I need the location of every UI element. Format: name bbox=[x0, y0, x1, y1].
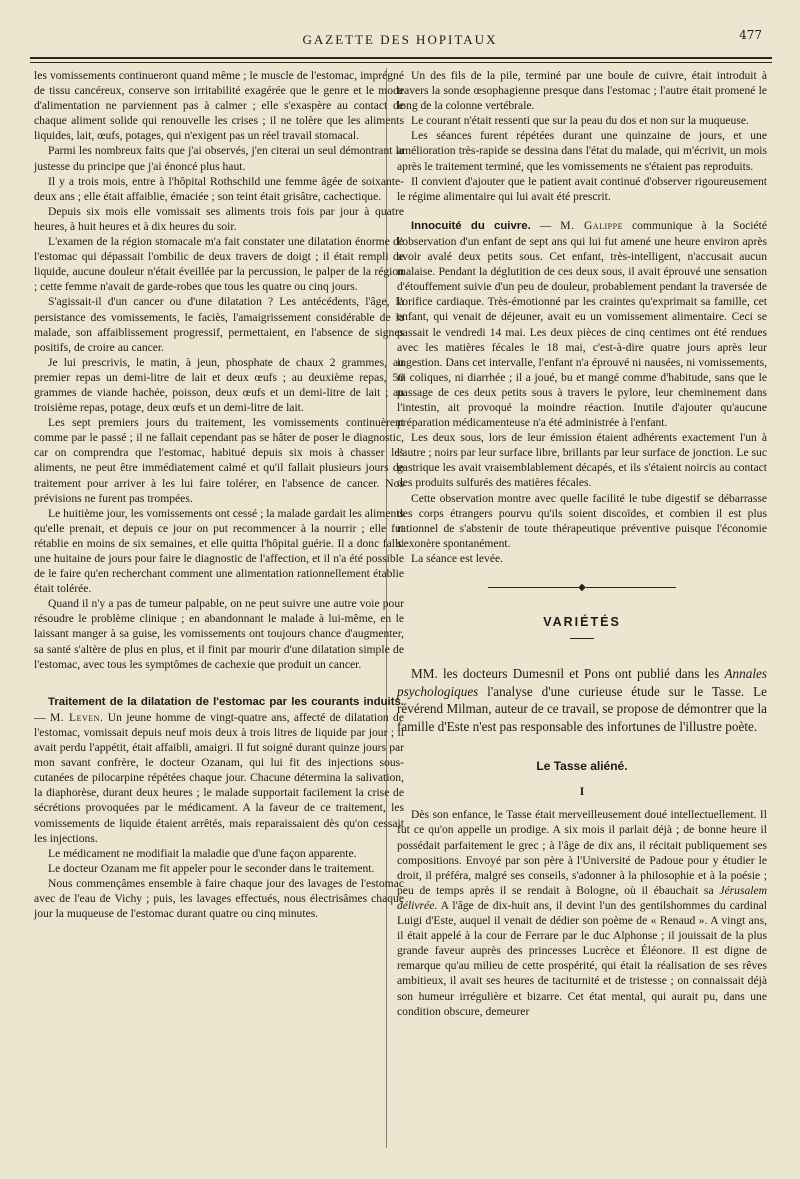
article-subtitle: Le Tasse aliéné. bbox=[536, 759, 628, 774]
paragraph: Il convient d'ajouter que le patient avait continué d'observer rigoureusement le régime alimentaire qui lui avait été prescrit. bbox=[397, 174, 767, 203]
section-title: Innocuité du cuivre. bbox=[411, 219, 531, 232]
section-paragraph bbox=[397, 218, 767, 430]
intro-text: MM. les docteurs Dumesnil et Pons ont publié dans les bbox=[411, 666, 725, 682]
journal-name: Annales psychologiques bbox=[397, 666, 767, 699]
ornament-divider: ◆ bbox=[397, 580, 767, 595]
paragraph: Le docteur Ozanam me fit appeler pour le seconder dans le traitement. bbox=[48, 861, 375, 875]
intro-paragraph bbox=[397, 665, 767, 735]
paragraph: Je lui prescrivis, le matin, à jeun, phosphate de chaux 2 grammes, au premier repas un demi-litre de lait et deux œufs ; au deuxième repas, 50 grammes de viande hachée, poisson, deux œufs et un demi-litre de lait ; au troisième repas, potage, deux œufs et un demi-litre de lait. bbox=[34, 355, 404, 415]
section-author: M. Leven. bbox=[49, 710, 104, 724]
paragraph: Il y a trois mois, entre à l'hôpital Rothschild une femme âgée de soixante-deux ans ; elle était affaiblie, émaciée ; son teint était grisâtre, cachectique. bbox=[34, 174, 404, 203]
paragraph: La séance est levée. bbox=[411, 551, 504, 565]
varietes-heading: VARIÉTÉS bbox=[543, 615, 621, 630]
intro-text: l'analyse d'une curieuse étude sur le Tasse. Le révérend Milman, auteur de ce travail, se propose de démontrer que la famille d'Este n'est pas responsable des infortunes de l'illustre poète. bbox=[397, 683, 767, 734]
chapter-number: I bbox=[579, 784, 585, 799]
paragraph: Un des fils de la pile, terminé par une boule de cuivre, était introduit à travers la sonde œsophagienne presque dans l'estomac ; l'autre était promené le long de la colonne vertébrale. bbox=[397, 69, 767, 113]
paragraph: S'agissait-il d'un cancer ou d'une dilatation ? Les antécédents, l'âge, la persistance des vomissements, le faciès, l'amaigrissement considérable de la malade, son affaiblissement progressif, permettaient, en l'absence de signes positifs, de croire au cancer. bbox=[34, 295, 404, 354]
spacer bbox=[397, 204, 767, 218]
paragraph: Quand il n'y a pas de tumeur palpable, on ne peut suivre une autre voie pour résoudre le problème clinique ; en abandonnant le malade à lui-même, en le laissant manger à sa guise, les vomissements ont toujours chance d'augmenter, sa santé s'altère de plus en plus, et il finit par mourir d'une dilatation simple de l'estomac, avec tous les symptômes de cachexie que produit un cancer. bbox=[34, 597, 404, 671]
paragraph-text: . A l'âge de dix-huit ans, il devint l'un des gentilshommes du cardinal Luigi d'Este, auquel il venait de dédier son poème de « Renaud ». A vingt ans, il était appelé à la cour de Ferrare par le duc Alphonse ; il jouissait de la plus grande faveur auprès des princesses Lucrèce et Éléonore. Il est digne de remarque qu'au milieu de cette prospérité, qui était la réalisation de ses rêves ambitieux, il avait ses heures de taciturnité et de tristesse ; on connaissait déjà son humeur irrégulière et bizarre. Cet état mental, qui aurait pu, dans une condition obscure, demeurer bbox=[397, 898, 767, 1018]
page-number: 477 bbox=[739, 28, 762, 42]
section-paragraph bbox=[34, 694, 404, 846]
header-rule-thick bbox=[30, 57, 772, 59]
paragraph: Depuis six mois elle vomissait ses aliments trois fois par jour à quatre heures, à huit heures et à dix heures du soir. bbox=[34, 204, 404, 233]
section-text: communique à la Société l'observation d'un enfant de sept ans qui lui fut amené une heure environ après avoir avalé deux petits sous. Cet enfant, très-intelligent, n'accusait aucun malaise. Pendant la déglutition de ces deux sous, il avait éprouvé une sensation d'étouffement suivie d'un peu de douleur, probablement pendant la traversée de l'orifice cardiaque. Très-émotionné par les craintes qu'exprimait sa famille, cet enfant, qui venait de déjeuner, avait eu un vomissement alimentaire. Ceci se passait le vendredi 14 mai. Les deux pièces de cinq centimes ont été rendues avec les matières fécales le 18 mai, c'est-à-dire quatre jours après leur ingestion. Dans cet intervalle, l'enfant n'a éprouvé ni nausées, ni vomissements, ni coliques, ni diarrhée ; il a joué, bu et mangé comme d'habitude, sans que le passage de ces deux petits sous à travers le pylore, leur cheminement dans l'intestin, ait provoqué la moindre réaction. Inutile d'ajouter qu'aucune préparation médicamenteuse n'a été administrée à l'enfant. bbox=[397, 218, 768, 430]
short-rule bbox=[570, 638, 594, 639]
spacer bbox=[34, 672, 404, 694]
section-dash: — bbox=[530, 218, 561, 232]
paragraph: Les sept premiers jours du traitement, les vomissements continuèrent comme par le passé ; il ne fallait cependant pas se hâter de poser le diagnostic, car on comprendra que l'estomac, habitué depuis six mois à chasser les aliments, ne peut être immédiatement calmé et qu'il fallait plusieurs jours de traitement pour arriver à les lui faire tolérer, en l'absence de cancer. Nos prévisions ne furent pas trompées. bbox=[34, 416, 404, 505]
paragraph: L'examen de la région stomacale m'a fait constater une dilatation énorme de l'estomac qui dépassait l'ombilic de deux travers de doigt ; il était rempli de liquide, aucune douleur n'était éveillée par la percussion, le palper de la région ; cette femme n'avait de garde-robes que tous les quatre ou cinq jours. bbox=[34, 235, 404, 294]
paragraph: Parmi les nombreux faits que j'ai observés, j'en citerai un seul démontrant la justesse du principe que j'ai énoncé plus haut. bbox=[34, 144, 404, 173]
section-dash: — bbox=[34, 710, 50, 724]
paragraph: Le courant n'était ressenti que sur la peau du dos et non sur la muqueuse. bbox=[411, 114, 749, 128]
section-text: Un jeune homme de vingt-quatre ans, affecté de dilatation de l'estomac, vomissait depuis neuf mois deux à trois litres de liquide par jour ; il avait perdu l'appétit, était affaibli, amaigri. Il fut soigné durant quinze jours par mon savant confrère, le docteur Ozanam, qui lui fit des injections sous-cutanées de pilocarpine répétées chaque jour. Chacune détermina la salivation, la diaphorèse, durant deux heures ; le malade supportait facilement la crise de sécrétions provoquées par le médicament. A la faveur de ce traitement, les vomissements de liquide étaient arrêtés, mais reparaissaient dès qu'on cessait les injections. bbox=[34, 710, 405, 845]
section-title: Traitement de la dilatation de l'estomac par les courants induits. bbox=[48, 695, 404, 708]
journal-title: GAZETTE DES HOPITAUX bbox=[302, 32, 498, 47]
paragraph-text: Dès son enfance, le Tasse était merveilleusement doué intellectuellement. Il fut ce qu'on appelle un prodige. A six mois il parlait déjà ; de bonne heure il possédait parfaitement le grec ; à l'âge de dix ans, il récitait publiquement ses compositions. Envoyé par son père à l'Université de Padoue pour y étudier le droit, il préféra, malgré ses conseils, s'adonner à la philosophie et à la poésie ; peu de temps après il se rendait à Bologne, où il ébauchait sa bbox=[397, 808, 767, 897]
section-author: M. Galippe bbox=[560, 218, 623, 232]
right-column bbox=[397, 68, 767, 1019]
header-rule-thin bbox=[30, 62, 772, 63]
paragraph: Cette observation montre avec quelle facilité le tube digestif se débarrasse des corps étrangers pourvu qu'ils soient discoïdes, et combien il est plus rationnel de s'abstenir de toute thérapeutique préventive puisque l'économie s'exonère spontanément. bbox=[397, 491, 767, 550]
paragraph: Le huitième jour, les vomissements ont cessé ; la malade gardait les aliments qu'elle prenait, et depuis ce jour on put recommencer à la nourrir ; elle fut rétablie en moins de six semaines, et elle quitta l'hôpital guérie. Il a donc fallu une huitaine de jours pour faire le diagnostic de l'affection, et il n'a été possible de le faire qu'en recherchant comment une alimentation rationnellement établie était tolérée. bbox=[34, 506, 404, 596]
paragraph: les vomissements continueront quand même ; le muscle de l'estomac, imprégné de tissu cancéreux, conserve son irritabilité exagérée que le genre et le mode d'alimentation ne parviennent pas à calmer ; elle s'exaspère au contact de chaque aliment solide qui renouvelle les crises ; il ne tolère que les aliments liquides, lait, œufs, potages, qui n'exigent pas un réel travail stomacal. bbox=[34, 69, 404, 143]
paragraph: Les deux sous, lors de leur émission étaient adhérents exactement l'un à l'autre ; noirs par leur surface libre, brillants par leur surface de jonction. Le suc gastrique les avait vraisemblablement décapés, et ils s'étaient noircis au contact des produits sulfurés des matières fécales. bbox=[397, 431, 767, 490]
page-header bbox=[30, 28, 770, 56]
paragraph bbox=[397, 807, 767, 1018]
left-column bbox=[34, 68, 404, 921]
paragraph: Le médicament ne modifiait la maladie que d'une façon apparente. bbox=[48, 846, 357, 860]
paragraph: Les séances furent répétées durant une quinzaine de jours, et une amélioration très-rapide se dessina dans l'état du malade, qui m'écrivit, un mois après le traitement terminé, que les vomissements ne s'étaient pas reproduits. bbox=[397, 129, 767, 173]
paragraph: Nous commençâmes ensemble à faire chaque jour des lavages de l'estomac avec de l'eau de Vichy ; puis, les lavages effectués, nous électrisâmes chaque jour la muqueuse de l'estomac durant quatre ou cinq minutes. bbox=[34, 876, 404, 921]
work-title: Jérusalem délivrée bbox=[397, 883, 767, 912]
